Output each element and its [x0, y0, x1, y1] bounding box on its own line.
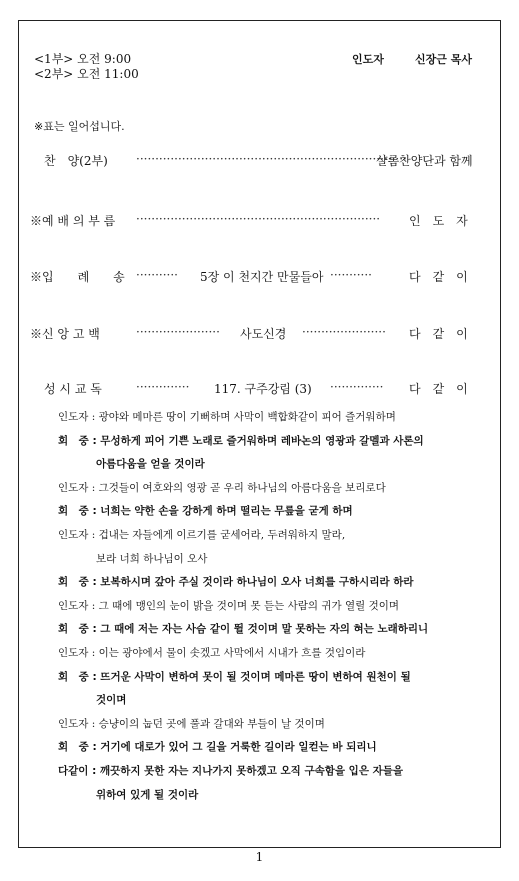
leader-label: 인도자 [352, 53, 384, 66]
order-item-dots: ······················ [136, 325, 220, 339]
reading-line-continuation: 아름다움을 얻을 것이라 [96, 458, 205, 471]
order-item-person: 샬롬찬양단과 함께 [376, 154, 473, 168]
reading-line-continuation: 보라 너희 하나님이 오사 [96, 552, 208, 565]
order-item-title: ※입 례 송 [30, 270, 125, 284]
reading-line: 회 중 : 너희는 약한 손을 강하게 하며 떨리는 무릎을 굳게 하며 [58, 505, 353, 518]
order-item-title: 찬 양(2부) [44, 154, 108, 168]
order-item-detail: 사도신경 [240, 327, 287, 341]
reading-line-continuation: 것이며 [96, 694, 127, 707]
reading-line: 인도자 : 이는 광야에서 물이 솟겠고 사막에서 시내가 흐를 것임이라 [58, 647, 366, 659]
reading-line: 인도자 : 승냥이의 눕던 곳에 풀과 갈대와 부들이 날 것이며 [58, 717, 325, 730]
stand-note: ※표는 일어섭니다. [34, 120, 125, 133]
service-time-2: <2부> 오전 11:00 [34, 67, 139, 81]
order-item-dots: ··········· [136, 268, 178, 282]
order-item-person: 다 같 이 [409, 270, 468, 284]
reading-line: 인도자 : 겁내는 자들에게 이르기를 굳세어라, 두려워하지 말라, [58, 529, 346, 541]
page-number: 1 [255, 850, 264, 864]
order-item-person: 다 같 이 [409, 327, 468, 341]
reading-line: 인도자 : 그것들이 여호와의 영광 곧 우리 하나님의 아름다움을 보리로다 [58, 481, 386, 494]
reading-line: 인도자 : 그 때에 맹인의 눈이 밝을 것이며 못 듣는 사람의 귀가 열릴 것이며 [58, 599, 400, 612]
reading-line: 다같이 : 깨끗하지 못한 자는 지나가지 못하겠고 오직 구속함을 입은 자들을 [58, 765, 404, 777]
reading-line: 회 중 : 보복하시며 갚아 주실 것이라 하나님이 오사 너희를 구하시리라 하라 [58, 576, 414, 589]
order-item-title: ※신 앙 고 백 [30, 327, 100, 341]
order-item-title: ※예 배 의 부 름 [30, 214, 116, 228]
order-item-dots: ·············· [136, 380, 190, 394]
order-item-dots: ·············· [330, 380, 384, 394]
order-item-dots: ······································································· [136, 152, 407, 166]
order-item-title: 성 시 교 독 [44, 382, 102, 396]
order-item-detail: 5장 이 천지간 만물들아 [200, 270, 324, 284]
order-item-dots: ······················ [302, 325, 386, 339]
reading-line: 회 중 : 무성하게 피어 기쁜 노래로 즐거워하며 레바논의 영광과 갈멜과 사론의 [58, 434, 424, 447]
order-item-person: 다 같 이 [409, 382, 468, 396]
reading-line: 인도자 : 광야와 메마른 땅이 기뻐하며 사막이 백합화같이 피어 즐거워하며 [58, 411, 396, 423]
reading-line: 회 중 : 그 때에 저는 자는 사슴 같이 뛸 것이며 말 못하는 자의 혀는 노래하리니 [58, 623, 429, 636]
reading-line: 회 중 : 뜨거운 사막이 변하여 못이 될 것이며 메마른 땅이 변하여 원천이 될 [58, 670, 411, 683]
order-item-dots: ··········· [330, 268, 372, 282]
reading-line-continuation: 위하여 있게 될 것이라 [96, 788, 199, 801]
order-item-dots: ································································ [136, 212, 381, 226]
service-time-1: <1부> 오전 9:00 [34, 52, 132, 66]
order-item-person: 인 도 자 [409, 214, 468, 228]
leader-name: 신장근 목사 [415, 53, 472, 66]
reading-line: 회 중 : 거기에 대로가 있어 그 길을 거룩한 길이라 일컫는 바 되리니 [58, 741, 377, 754]
order-item-detail: 117. 구주강림 (3) [214, 382, 312, 396]
